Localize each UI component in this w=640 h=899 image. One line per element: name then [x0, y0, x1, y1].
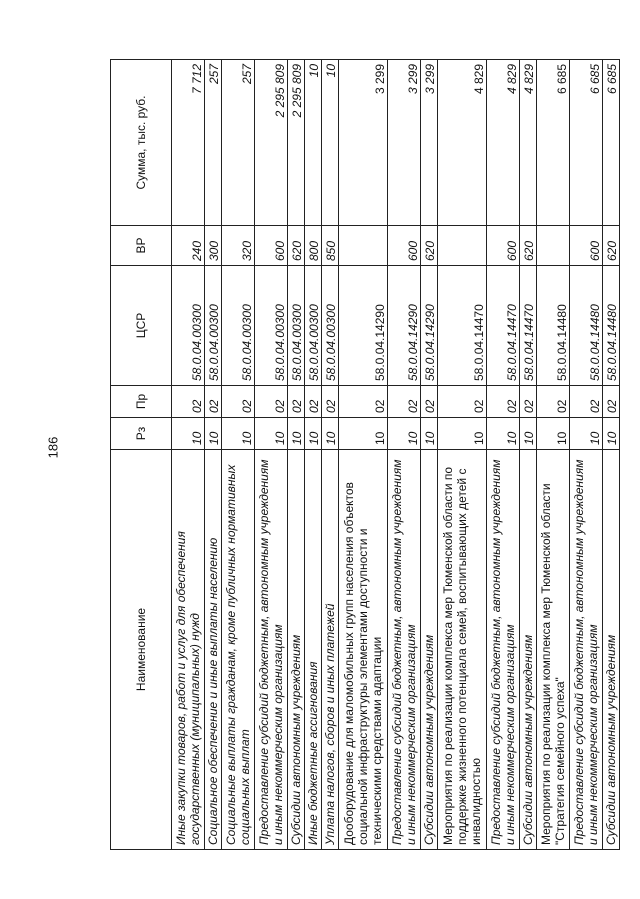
- cell-vr: 620: [287, 226, 304, 266]
- header-vr: ВР: [111, 226, 172, 266]
- cell-vr: 600: [387, 226, 420, 266]
- cell-csr: 58.0.04.14480: [536, 266, 569, 386]
- cell-sum: 257: [204, 60, 221, 226]
- cell-csr: 58.0.04.14470: [486, 266, 519, 386]
- table-row: [172, 60, 205, 850]
- cell-rz: 10: [172, 418, 205, 450]
- budget-table: [110, 59, 620, 850]
- cell-vr: 800: [305, 226, 322, 266]
- cell-name: Предоставление субсидий бюджетным, автономным учреждениям и иным некоммерческим организациям: [254, 450, 287, 850]
- cell-pr: 02: [602, 386, 619, 418]
- header-sum: Сумма, тыс. руб.: [111, 60, 172, 226]
- cell-rz: 10: [305, 418, 322, 450]
- cell-csr: 58.0.04.14480: [569, 266, 602, 386]
- cell-rz: 10: [486, 418, 519, 450]
- cell-rz: 10: [420, 418, 437, 450]
- cell-sum: 2 295 809: [254, 60, 287, 226]
- cell-pr: 02: [387, 386, 420, 418]
- cell-vr: 300: [204, 226, 221, 266]
- table-row: [387, 60, 420, 850]
- cell-name: Дооборудование для маломобильных групп населения объектов социальной инфраструктуры элементами доступности и техническими средствами адаптации: [339, 450, 388, 850]
- cell-pr: 02: [172, 386, 205, 418]
- table-row: [305, 60, 322, 850]
- table-row: [438, 60, 487, 850]
- table-row: [254, 60, 287, 850]
- cell-name: Предоставление субсидий бюджетным, автономным учреждениям и иным некоммерческим организациям: [486, 450, 519, 850]
- cell-rz: 10: [204, 418, 221, 450]
- cell-rz: 10: [438, 418, 487, 450]
- cell-pr: 02: [339, 386, 388, 418]
- table-row: [486, 60, 519, 850]
- cell-name: Мероприятия по реализации комплекса мер Тюменской области "Стратегия семейного успеха": [536, 450, 569, 850]
- header-name: Наименование: [111, 450, 172, 850]
- cell-name: Предоставление субсидий бюджетным, автономным учреждениям и иным некоммерческим организациям: [387, 450, 420, 850]
- table-row: [569, 60, 602, 850]
- cell-rz: 10: [519, 418, 536, 450]
- table-row: [536, 60, 569, 850]
- cell-name: Предоставление субсидий бюджетным, автономным учреждениям и иным некоммерческим организациям: [569, 450, 602, 850]
- cell-pr: 02: [519, 386, 536, 418]
- cell-pr: 02: [569, 386, 602, 418]
- cell-sum: 4 829: [438, 60, 487, 226]
- table-row: [339, 60, 388, 850]
- table-row: [322, 60, 339, 850]
- cell-sum: 6 685: [602, 60, 619, 226]
- cell-pr: 02: [438, 386, 487, 418]
- cell-vr: 600: [569, 226, 602, 266]
- cell-vr: [536, 226, 569, 266]
- table-body: [172, 60, 620, 850]
- cell-sum: 4 829: [519, 60, 536, 226]
- cell-csr: 58.0.04.14290: [420, 266, 437, 386]
- table-row: [420, 60, 437, 850]
- cell-vr: 320: [222, 226, 255, 266]
- cell-name: Субсидии автономным учреждениям: [420, 450, 437, 850]
- table-row: [519, 60, 536, 850]
- cell-vr: 620: [420, 226, 437, 266]
- cell-csr: 58.0.04.14470: [438, 266, 487, 386]
- table-row: [222, 60, 255, 850]
- cell-csr: 58.0.04.14470: [519, 266, 536, 386]
- header-row: [111, 60, 172, 850]
- cell-name: Уплата налогов, сборов и иных платежей: [322, 450, 339, 850]
- cell-pr: 02: [254, 386, 287, 418]
- cell-csr: 58.0.04.00300: [287, 266, 304, 386]
- cell-csr: 58.0.04.00300: [204, 266, 221, 386]
- cell-pr: 02: [287, 386, 304, 418]
- cell-csr: 58.0.04.14480: [602, 266, 619, 386]
- cell-vr: 240: [172, 226, 205, 266]
- cell-rz: 10: [322, 418, 339, 450]
- cell-sum: 4 829: [486, 60, 519, 226]
- cell-rz: 10: [602, 418, 619, 450]
- table-row: [204, 60, 221, 850]
- cell-rz: 10: [536, 418, 569, 450]
- cell-name: Иные бюджетные ассигнования: [305, 450, 322, 850]
- cell-csr: 58.0.04.00300: [254, 266, 287, 386]
- cell-pr: 02: [222, 386, 255, 418]
- cell-rz: 10: [387, 418, 420, 450]
- cell-name: Субсидии автономным учреждениям: [287, 450, 304, 850]
- cell-vr: 620: [602, 226, 619, 266]
- cell-csr: 58.0.04.14290: [387, 266, 420, 386]
- rotated-page: [110, 60, 620, 850]
- header-rz: Рз: [111, 418, 172, 450]
- cell-csr: 58.0.04.00300: [305, 266, 322, 386]
- cell-name: Иные закупки товаров, работ и услуг для обеспечения государственных (муниципальных) нужд: [172, 450, 205, 850]
- cell-name: Субсидии автономным учреждениям: [602, 450, 619, 850]
- cell-vr: 600: [486, 226, 519, 266]
- cell-csr: 58.0.04.00300: [222, 266, 255, 386]
- cell-pr: 02: [204, 386, 221, 418]
- cell-pr: 02: [536, 386, 569, 418]
- cell-rz: 10: [339, 418, 388, 450]
- page-number: 186: [45, 436, 61, 459]
- cell-vr: 600: [254, 226, 287, 266]
- cell-csr: 58.0.04.00300: [322, 266, 339, 386]
- cell-name: Мероприятия по реализации комплекса мер Тюменской области по поддержке жизненного потенциала семей, воспитывающих детей с инвалидностью: [438, 450, 487, 850]
- header-pr: Пр: [111, 386, 172, 418]
- header-csr: ЦСР: [111, 266, 172, 386]
- cell-pr: 02: [486, 386, 519, 418]
- cell-csr: 58.0.04.00300: [172, 266, 205, 386]
- cell-vr: [438, 226, 487, 266]
- cell-sum: 3 299: [387, 60, 420, 226]
- cell-name: Субсидии автономным учреждениям: [519, 450, 536, 850]
- cell-sum: 10: [305, 60, 322, 226]
- cell-sum: 3 299: [339, 60, 388, 226]
- cell-name: Социальное обеспечение и иные выплаты населению: [204, 450, 221, 850]
- cell-rz: 10: [222, 418, 255, 450]
- cell-sum: 7 712: [172, 60, 205, 226]
- cell-sum: 6 685: [569, 60, 602, 226]
- cell-sum: 10: [322, 60, 339, 226]
- cell-sum: 2 295 809: [287, 60, 304, 226]
- cell-csr: 58.0.04.14290: [339, 266, 388, 386]
- cell-rz: 10: [569, 418, 602, 450]
- cell-pr: 02: [305, 386, 322, 418]
- cell-sum: 3 299: [420, 60, 437, 226]
- cell-name: Социальные выплаты гражданам, кроме публичных нормативных социальных выплат: [222, 450, 255, 850]
- table-row: [287, 60, 304, 850]
- cell-pr: 02: [420, 386, 437, 418]
- table-row: [602, 60, 619, 850]
- cell-rz: 10: [254, 418, 287, 450]
- cell-vr: 850: [322, 226, 339, 266]
- cell-sum: 6 685: [536, 60, 569, 226]
- cell-vr: [339, 226, 388, 266]
- cell-sum: 257: [222, 60, 255, 226]
- cell-vr: 620: [519, 226, 536, 266]
- cell-rz: 10: [287, 418, 304, 450]
- cell-pr: 02: [322, 386, 339, 418]
